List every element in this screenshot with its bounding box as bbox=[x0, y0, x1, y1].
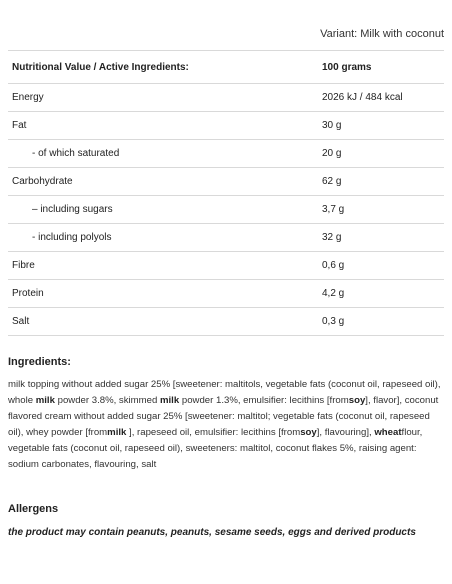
table-row bbox=[8, 168, 444, 196]
row-label: Carbohydrate bbox=[8, 168, 316, 196]
ingredients-part: flour, vegetable fats (coconut oil, rapeseed oil), sweeteners: maltitol, coconut flakes 5%, raising agent: sodium carbonates, flavouring, salt bbox=[8, 427, 423, 471]
table-row bbox=[8, 252, 444, 280]
row-value: 0,3 g bbox=[316, 308, 444, 336]
row-label: Fat bbox=[8, 112, 316, 140]
table-row bbox=[8, 196, 444, 224]
row-value: 4,2 g bbox=[316, 280, 444, 308]
row-value: 62 g bbox=[316, 168, 444, 196]
header-amount: 100 grams bbox=[316, 51, 444, 84]
table-row bbox=[8, 84, 444, 112]
row-label: Salt bbox=[8, 308, 316, 336]
row-label: Fibre bbox=[8, 252, 316, 280]
row-value: 30 g bbox=[316, 112, 444, 140]
row-label: Energy bbox=[8, 84, 316, 112]
variant-label: Variant: Milk with coconut bbox=[320, 28, 444, 40]
nutrition-table bbox=[8, 50, 444, 336]
table-row bbox=[8, 308, 444, 336]
row-value: 0,6 g bbox=[316, 252, 444, 280]
allergen-highlight: soy bbox=[348, 395, 366, 407]
allergen-highlight: milk bbox=[159, 395, 180, 407]
allergens-heading: Allergens bbox=[8, 503, 59, 515]
row-label: - including polyols bbox=[8, 224, 316, 252]
table-row bbox=[8, 140, 444, 168]
row-label: - of which saturated bbox=[8, 140, 316, 168]
ingredients-part: powder 1.3%, emulsifier: lecithins [from bbox=[179, 395, 349, 407]
row-value: 20 g bbox=[316, 140, 444, 168]
allergen-highlight: wheat bbox=[374, 427, 402, 439]
ingredients-part: ], rapeseed oil, emulsifier: lecithins [from bbox=[126, 427, 301, 439]
row-value: 3,7 g bbox=[316, 196, 444, 224]
table-row bbox=[8, 112, 444, 140]
row-label: – including sugars bbox=[8, 196, 316, 224]
row-value: 2026 kJ / 484 kcal bbox=[316, 84, 444, 112]
nutrition-table-header bbox=[8, 51, 444, 84]
ingredients-part: ], flavouring], bbox=[316, 427, 375, 439]
ingredients-part: powder 3.8%, skimmed bbox=[54, 395, 160, 407]
table-row bbox=[8, 280, 444, 308]
row-value: 32 g bbox=[316, 224, 444, 252]
allergen-highlight: milk bbox=[35, 395, 55, 407]
ingredients-heading: Ingredients: bbox=[8, 356, 71, 368]
ingredients-text bbox=[8, 377, 446, 474]
allergens-text: the product may contain peanuts, peanuts, sesame seeds, eggs and derived products bbox=[8, 527, 416, 538]
ingredients-part: ], flavor], coconut flavored cream without added sugar 25% [sweetener: maltitol; vegetable fats (coconut oil, rapeseed oil), whey powder [from bbox=[8, 395, 439, 439]
header-nutrient: Nutritional Value / Active Ingredients: bbox=[8, 51, 316, 84]
table-row bbox=[8, 224, 444, 252]
allergen-highlight: milk bbox=[107, 427, 127, 439]
row-label: Protein bbox=[8, 280, 316, 308]
allergen-highlight: soy bbox=[300, 427, 317, 439]
ingredients-part: milk topping without added sugar 25% [sweetener: maltitols, vegetable fats (coconut oil, rapeseed oil), whole bbox=[8, 379, 441, 407]
